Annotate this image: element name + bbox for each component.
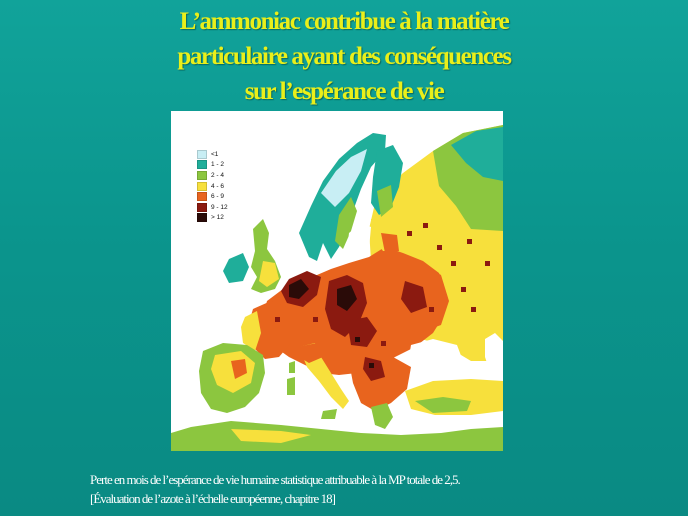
legend-label: > 12 bbox=[211, 214, 224, 222]
legend-swatch bbox=[197, 182, 207, 191]
legend-swatch bbox=[197, 150, 207, 159]
legend-swatch bbox=[197, 171, 207, 180]
title-line-1: L’ammoniac contribue à la matière bbox=[179, 8, 509, 35]
legend-label: 6 - 9 bbox=[211, 193, 225, 201]
slide-title bbox=[60, 4, 628, 109]
title-line-3: sur l’espérance de vie bbox=[244, 78, 444, 105]
legend-item bbox=[197, 170, 228, 181]
legend-item bbox=[197, 191, 228, 202]
slide-caption bbox=[90, 470, 650, 508]
caption-line-2: [Évaluation de l’azote à l’échelle européenne, chapitre 18] bbox=[90, 491, 335, 506]
legend-swatch bbox=[197, 192, 207, 201]
legend-item bbox=[197, 181, 228, 192]
legend-swatch bbox=[197, 213, 207, 222]
map-legend bbox=[197, 149, 228, 223]
legend-item bbox=[197, 202, 228, 213]
legend-item bbox=[197, 149, 228, 160]
legend-label: 9 - 12 bbox=[211, 203, 228, 211]
legend-item bbox=[197, 160, 228, 171]
legend-label: 1 - 2 bbox=[211, 161, 225, 169]
legend-label: 2 - 4 bbox=[211, 171, 225, 179]
legend-item bbox=[197, 213, 228, 224]
title-line-2: particulaire ayant des conséquences bbox=[177, 43, 511, 70]
caption-line-1: Perte en mois de l’espérance de vie humaine statistique attribuable à la MP totale de 2,5. bbox=[90, 472, 460, 487]
europe-life-expectancy-map bbox=[171, 111, 503, 451]
legend-label: <1 bbox=[211, 150, 219, 158]
legend-swatch bbox=[197, 203, 207, 212]
land-sardinia bbox=[287, 377, 295, 395]
legend-swatch bbox=[197, 160, 207, 169]
land-corsica bbox=[289, 361, 295, 373]
legend-label: 4 - 6 bbox=[211, 182, 225, 190]
